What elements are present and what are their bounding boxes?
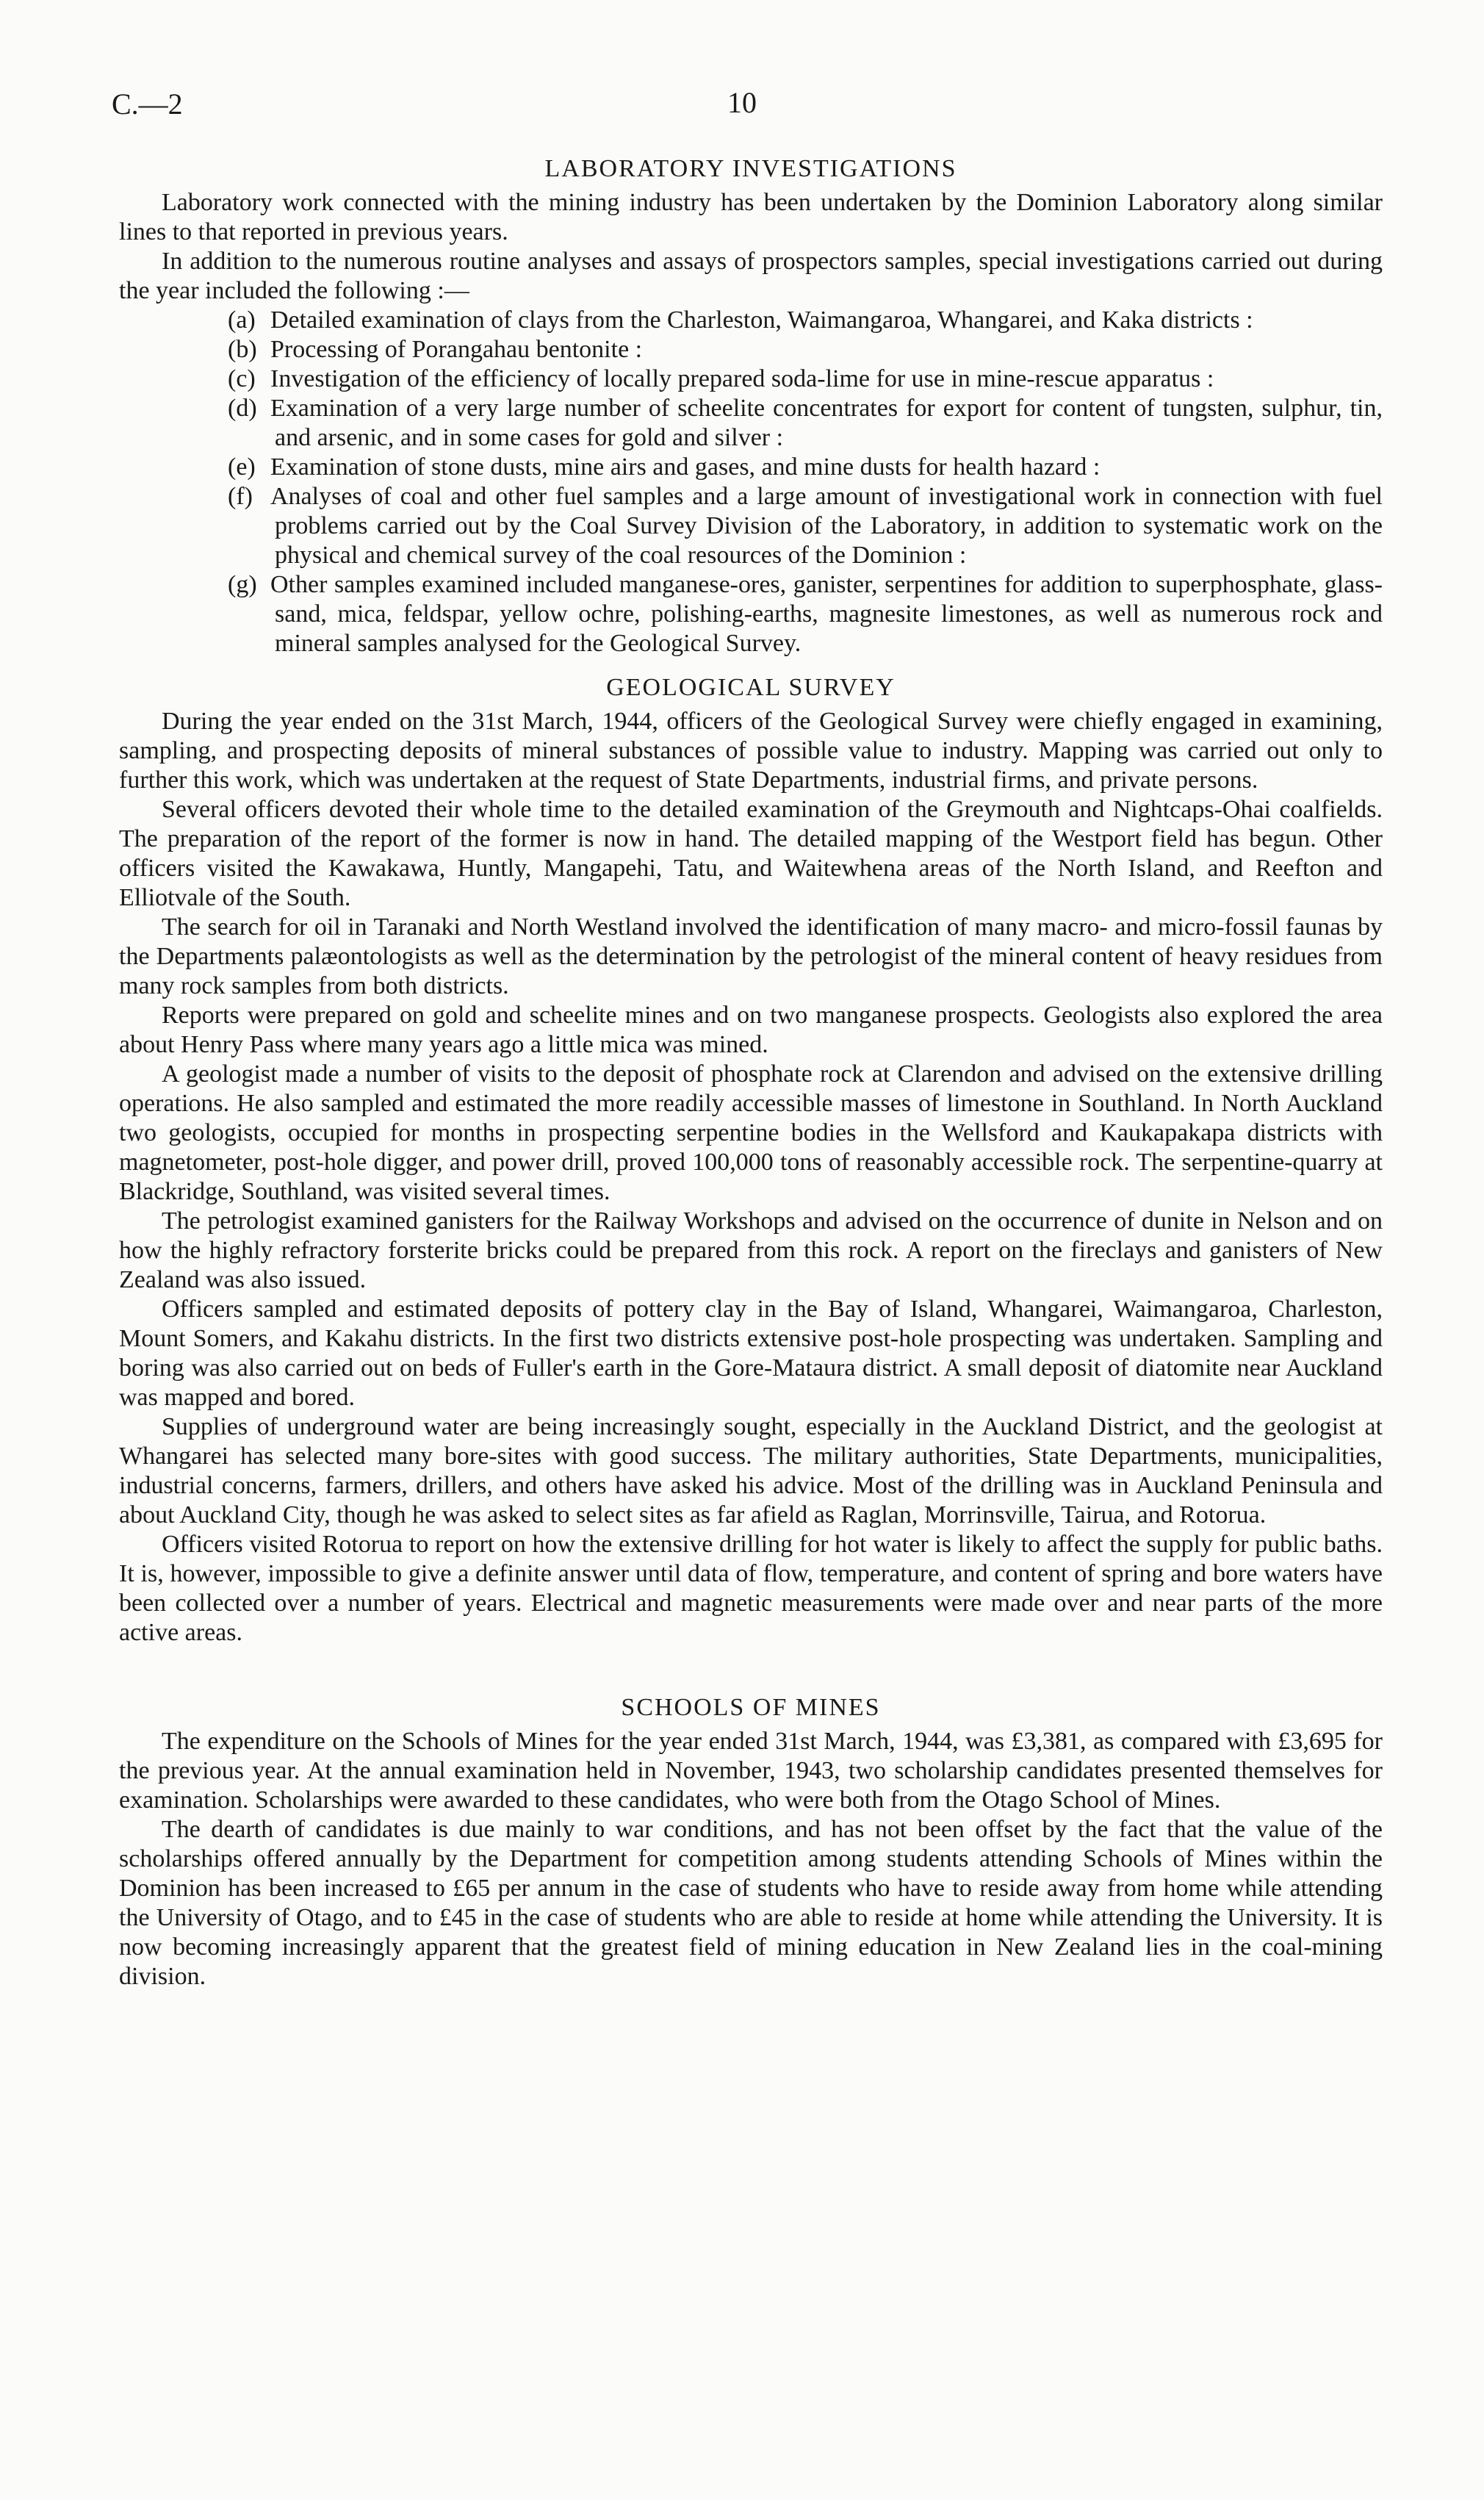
paragraph: A geologist made a number of visits to the deposit of phosphate rock at Clarendon and advised on the extensive drilling operations. He also sampled and estimated the more readily accessible masses of limestone in Southland. In North Auckland two geologists, occupied for months in prospecting serpentine bodies in the Wellsford and Kaukapakapa districts with magnetometer, post-hole digger, and power drill, proved 100,000 tons of reasonably accessible rock. The serpentine-quarry at Blackridge, Southland, was visited several times. (119, 1060, 1383, 1205)
list-item-text: Processing of Porangahau bentonite : (270, 336, 643, 363)
list-item-text: Examination of stone dusts, mine airs and gases, and mine dusts for health hazard : (270, 453, 1101, 481)
list-item (119, 482, 1383, 570)
series-code: C.—2 (112, 87, 183, 121)
list-item-label: (g) (228, 571, 257, 598)
paragraph: Laboratory work connected with the mining industry has been undertaken by the Dominion Laboratory along similar lines to that reported in previous years. (119, 189, 1383, 245)
list-item-text: Examination of a very large number of scheelite concentrates for export for content of tungsten, sulphur, tin, and arsenic, and in some cases for gold and silver : (270, 395, 1383, 451)
paragraph: Supplies of underground water are being increasingly sought, especially in the Auckland District, and the geologist at Whangarei has selected many bore-sites with good success. The military authorities, State Departments, municipalities, industrial concerns, farmers, drillers, and others have asked his advice. Most of the drilling was in Auckland Peninsula and about Auckland City, though he was asked to select sites as far afield as Raglan, Morrinsville, Tairua, and Rotorua. (119, 1413, 1383, 1529)
list-item-label: (d) (228, 395, 257, 422)
page-number: 10 (727, 86, 757, 119)
section-title-geological: GEOLOGICAL SURVEY (606, 674, 896, 701)
list-item (119, 394, 1383, 453)
paragraph: Officers sampled and estimated deposits of pottery clay in the Bay of Island, Whangarei, Waimangaroa, Charleston, Mount Somers, and Kakahu districts. In the first two districts extensive post-hole prospecting was undertaken. Sampling and boring was also carried out on beds of Fuller's earth in the Gore-Mataura district. A small deposit of diatomite near Auckland was mapped and bored. (119, 1296, 1383, 1411)
list-item-text: Other samples examined included manganese-ores, ganister, serpentines for addition to superphosphate, glass-sand, mica, feldspar, yellow ochre, polishing-earths, magnesite limestones, as well as numerous rock and mineral samples analysed for the Geological Survey. (270, 571, 1383, 657)
list-item (119, 335, 1383, 364)
list-item (119, 453, 1383, 482)
list-item-label: (c) (228, 365, 256, 392)
section-title-laboratory: LABORATORY INVESTIGATIONS (544, 155, 957, 182)
section-title-schools: SCHOOLS OF MINES (621, 1694, 881, 1721)
list-item (119, 364, 1383, 394)
paragraph: The search for oil in Taranaki and North Westland involved the identification of many macro- and micro-fossil faunas by the Departments palæontologists as well as the determination by the petrologist of the mineral content of heavy residues from many rock samples from both districts. (119, 913, 1383, 999)
paragraph: The dearth of candidates is due mainly to war conditions, and has not been offset by the fact that the value of the scholarships offered annually by the Department for competition among students attending Schools of Mines within the Dominion has been increased to £65 per annum in the case of students who have to reside away from home while attending the University of Otago, and to £45 in the case of students who are able to reside at home while attending the University. It is now becoming increasingly apparent that the greatest field of mining education in New Zealand lies in the coal-mining division. (119, 1816, 1383, 1990)
paragraph: In addition to the numerous routine analyses and assays of prospectors samples, special investigations carried out during the year included the following :— (119, 248, 1383, 304)
paragraph: Reports were prepared on gold and scheelite mines and on two manganese prospects. Geologists also explored the area about Henry Pass where many years ago a little mica was mined. (119, 1002, 1383, 1058)
list-item-label: (e) (228, 453, 256, 481)
paragraph: Several officers devoted their whole time to the detailed examination of the Greymouth and Nightcaps-Ohai coalfields. The preparation of the report of the former is now in hand. The detailed mapping of the Westport field has begun. Other officers visited the Kawakawa, Huntly, Mangapehi, Tatu, and Waitewhena areas of the North Island, and Reefton and Elliotvale of the South. (119, 796, 1383, 911)
paragraph: Officers visited Rotorua to report on how the extensive drilling for hot water is likely to affect the supply for public baths. It is, however, impossible to give a definite answer until data of flow, temperature, and content of spring and bore waters have been collected over a number of years. Electrical and magnetic measurements were made over and near parts of the more active areas. (119, 1531, 1383, 1646)
investigation-list (119, 306, 1383, 658)
list-item-label: (a) (228, 306, 256, 334)
list-item (119, 306, 1383, 335)
list-item-text: Analyses of coal and other fuel samples and a large amount of investigational work in connection with fuel problems carried out by the Coal Survey Division of the Laboratory, in addition to systematic work on the physical and chemical survey of the coal resources of the Dominion : (270, 483, 1383, 569)
list-item-label: (b) (228, 336, 257, 363)
document-body (119, 153, 1383, 1991)
list-item-text: Detailed examination of clays from the Charleston, Waimangaroa, Whangarei, and Kaka districts : (270, 306, 1253, 334)
paragraph: The petrologist examined ganisters for the Railway Workshops and advised on the occurrence of dunite in Nelson and on how the highly refractory forsterite bricks could be prepared from this rock. A report on the fireclays and ganisters of New Zealand was also issued. (119, 1207, 1383, 1293)
list-item (119, 570, 1383, 658)
paragraph: The expenditure on the Schools of Mines for the year ended 31st March, 1944, was £3,381, as compared with £3,695 for the previous year. At the annual examination held in November, 1943, two scholarship candidates presented themselves for examination. Scholarships were awarded to these candidates, who were both from the Otago School of Mines. (119, 1728, 1383, 1814)
list-item-label: (f) (228, 483, 253, 510)
list-item-text: Investigation of the efficiency of locally prepared soda-lime for use in mine-rescue apparatus : (270, 365, 1214, 392)
paragraph: During the year ended on the 31st March, 1944, officers of the Geological Survey were chiefly engaged in examining, sampling, and prospecting deposits of mineral substances of possible value to industry. Mapping was carried out only to further this work, which was undertaken at the request of State Departments, industrial firms, and private persons. (119, 708, 1383, 794)
